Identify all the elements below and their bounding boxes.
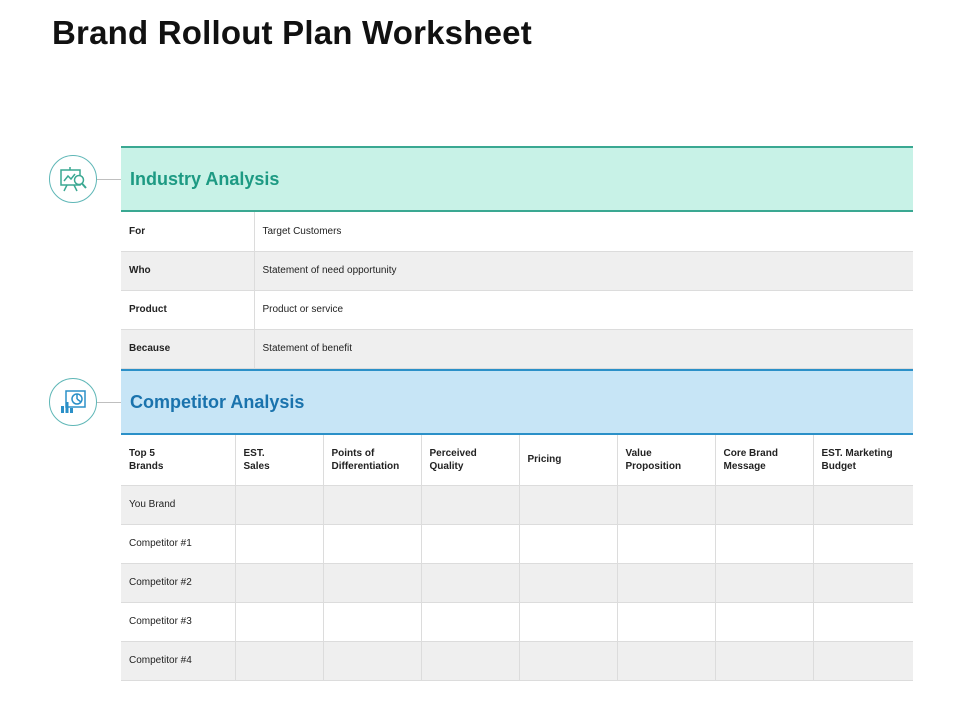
industry-row [121, 212, 913, 251]
analytics-magnifier-icon [49, 155, 97, 203]
competitor-cell [235, 602, 323, 641]
competitor-cell [323, 524, 421, 563]
competitor-row-label: Competitor #1 [121, 524, 235, 563]
industry-row-label: Who [121, 251, 254, 290]
competitor-column-header: Points of Differentiation [323, 435, 421, 485]
industry-row-value: Product or service [254, 290, 913, 329]
industry-row-value: Statement of benefit [254, 329, 913, 368]
connector-line [97, 179, 121, 180]
competitor-column-header: EST. Marketing Budget [813, 435, 913, 485]
industry-row-label: Because [121, 329, 254, 368]
competitor-cell [617, 563, 715, 602]
industry-row [121, 290, 913, 329]
competitor-cell [323, 485, 421, 524]
competitor-cell [519, 602, 617, 641]
industry-row [121, 329, 913, 368]
competitor-cell [235, 485, 323, 524]
competitor-cell [421, 641, 519, 680]
competitor-cell [813, 563, 913, 602]
competitor-cell [323, 641, 421, 680]
competitor-cell [617, 602, 715, 641]
competitor-column-header: Top 5 Brands [121, 435, 235, 485]
competitor-cell [421, 524, 519, 563]
competitor-cell [519, 485, 617, 524]
competitor-cell [715, 563, 813, 602]
competitor-cell [519, 641, 617, 680]
competitor-row-label: Competitor #4 [121, 641, 235, 680]
competitor-column-header: Core Brand Message [715, 435, 813, 485]
competitor-row-label: Competitor #3 [121, 602, 235, 641]
competitor-cell [519, 524, 617, 563]
competitor-cell [235, 524, 323, 563]
industry-analysis-title: Industry Analysis [130, 168, 280, 189]
competitor-cell [715, 602, 813, 641]
competitor-cell [323, 563, 421, 602]
industry-row-label: For [121, 212, 254, 251]
connector-line [97, 402, 121, 403]
competitor-cell [813, 485, 913, 524]
competitor-row-label: You Brand [121, 485, 235, 524]
competitor-cell [235, 641, 323, 680]
competitor-cell [715, 641, 813, 680]
competitor-row-label: Competitor #2 [121, 563, 235, 602]
competitor-cell [519, 563, 617, 602]
competitor-cell [617, 524, 715, 563]
competitor-analysis-table [121, 435, 913, 681]
industry-row-value: Target Customers [254, 212, 913, 251]
competitor-cell [813, 641, 913, 680]
competitor-analysis-title: Competitor Analysis [130, 391, 305, 412]
page-title: Brand Rollout Plan Worksheet [52, 14, 532, 51]
competitor-cell [813, 524, 913, 563]
competitor-cell [617, 641, 715, 680]
competitor-cell [715, 485, 813, 524]
competitor-row [121, 485, 913, 524]
competitor-cell [813, 602, 913, 641]
competitor-column-header: Value Proposition [617, 435, 715, 485]
competitor-column-header: Pricing [519, 435, 617, 485]
competitor-column-header: Perceived Quality [421, 435, 519, 485]
competitor-cell [617, 485, 715, 524]
competitor-column-header: EST. Sales [235, 435, 323, 485]
competitor-row [121, 602, 913, 641]
competitor-row [121, 524, 913, 563]
competitor-cell [715, 524, 813, 563]
competitor-analysis-header [121, 369, 913, 435]
industry-row-value: Statement of need opportunity [254, 251, 913, 290]
competitor-row [121, 641, 913, 680]
industry-analysis-header [121, 146, 913, 212]
competitor-cell [421, 485, 519, 524]
competitor-cell [323, 602, 421, 641]
industry-row-label: Product [121, 290, 254, 329]
competitor-cell [235, 563, 323, 602]
competitor-row [121, 563, 913, 602]
competitor-cell [421, 602, 519, 641]
industry-row [121, 251, 913, 290]
competitor-cell [421, 563, 519, 602]
industry-analysis-table [121, 212, 913, 369]
presentation-chart-icon [49, 378, 97, 426]
